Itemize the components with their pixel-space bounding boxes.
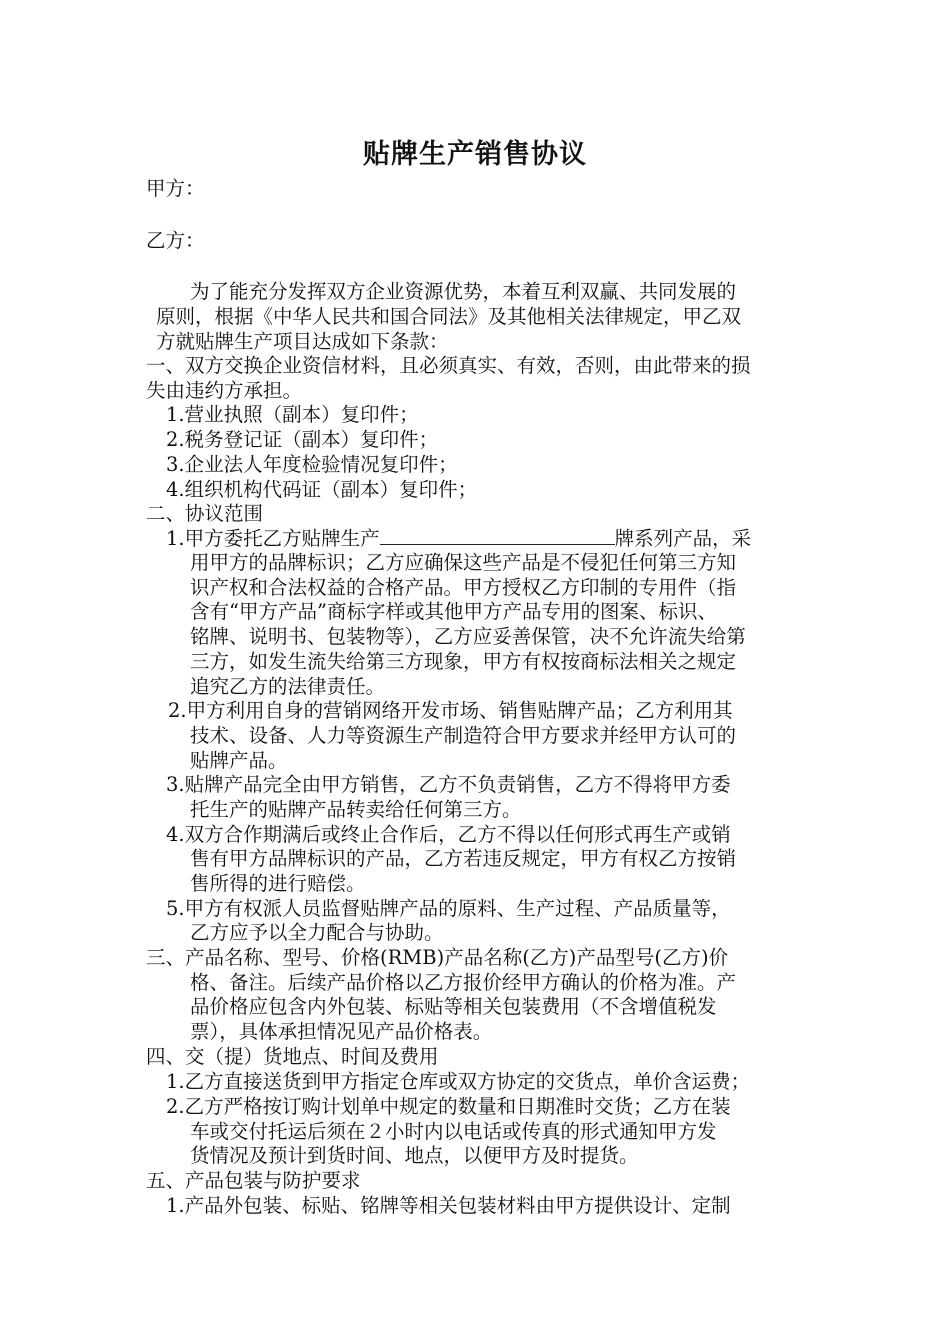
clause-line: 三方，如发生流失给第三方现象，甲方有权按商标法相关之规定 xyxy=(190,650,737,673)
clause-line: 乙方应予以全力配合与协助。 xyxy=(190,921,444,944)
section-5-heading: 五、产品包装与防护要求 xyxy=(146,1169,361,1192)
intro-line: 为了能充分发挥双方企业资源优势，本着互利双赢、共同发展的 xyxy=(190,280,737,303)
clause-2-1 xyxy=(166,525,751,551)
clause-5-1: 1.产品外包装、标贴、铭牌等相关包装材料由甲方提供设计、定制 xyxy=(166,1194,731,1217)
section-2-heading: 二、协议范围 xyxy=(146,502,264,525)
clause-line: 识产权和合法权益的合格产品。甲方授权乙方印制的专用件（指 xyxy=(190,576,737,599)
clause-text: 牌系列产品，采 xyxy=(614,527,752,550)
list-item: 4.组织机构代码证（副本）复印件； xyxy=(166,478,478,501)
clause-line: 售所得的进行赔偿。 xyxy=(190,872,366,895)
section-4-heading: 四、交（提）货地点、时间及费用 xyxy=(146,1045,439,1068)
brand-blank-field xyxy=(380,525,615,545)
clause-line: 贴牌产品。 xyxy=(190,749,288,772)
list-item: 2.税务登记证（副本）复印件； xyxy=(166,428,439,451)
clause-2-2: 2.甲方利用自身的营销网络开发市场、销售贴牌产品；乙方利用其 xyxy=(168,699,733,722)
clause-line: 货情况及预计到货时间、地点，以便甲方及时提货。 xyxy=(190,1144,639,1167)
intro-line: 原则，根据《中华人民共和国合同法》及其他相关法律规定，甲乙双 xyxy=(156,305,742,328)
party-b-label: 乙方： xyxy=(146,229,205,252)
clause-line: 票），具体承担情况见产品价格表。 xyxy=(190,1020,493,1043)
party-a-label: 甲方： xyxy=(146,177,205,200)
section-1-heading: 失由违约方承担。 xyxy=(146,379,303,402)
list-item: 1.营业执照（副本）复印件； xyxy=(166,403,419,426)
clause-line: 铭牌、说明书、包装物等），乙方应妥善保管，决不允许流失给第 xyxy=(190,625,746,648)
clause-line: 追究乙方的法律责任。 xyxy=(190,675,386,698)
clause-2-4: 4.双方合作期满后或终止合作后，乙方不得以任何形式再生产或销 xyxy=(166,823,731,846)
clause-line: 格、备注。后续产品价格以乙方报价经甲方确认的价格为准。产 xyxy=(190,971,737,994)
document-title: 贴牌生产销售协议 xyxy=(363,139,587,170)
section-3-heading: 三、产品名称、型号、价格(RMB)产品名称(乙方)产品型号(乙方)价 xyxy=(146,946,729,969)
clause-2-3: 3.贴牌产品完全由甲方销售，乙方不负责销售，乙方不得将甲方委 xyxy=(166,773,731,796)
clause-4-2: 2.乙方严格按订购计划单中规定的数量和日期准时交货；乙方在装 xyxy=(166,1095,731,1118)
clause-line: 技术、设备、人力等资源生产制造符合甲方要求并经甲方认可的 xyxy=(190,724,737,747)
clause-line: 托生产的贴牌产品转卖给任何第三方。 xyxy=(190,798,522,821)
clause-line: 用甲方的品牌标识；乙方应确保这些产品是不侵犯任何第三方知 xyxy=(190,551,737,574)
clause-line: 车或交付托运后须在２小时内以电话或传真的形式通知甲方发 xyxy=(190,1120,717,1143)
section-1-heading: 一、双方交换企业资信材料，且必须真实、有效，否则，由此带来的损 xyxy=(146,354,751,377)
clause-line: 品价格应包含内外包装、标贴等相关包装费用（不含增值税发 xyxy=(190,995,717,1018)
clause-text: 1.甲方委托乙方贴牌生产 xyxy=(166,527,380,550)
clause-line: 含有“甲方产品”商标字样或其他甲方产品专用的图案、标识、 xyxy=(190,600,717,623)
intro-line: 方就贴牌生产项目达成如下条款： xyxy=(156,330,449,353)
clause-line: 售有甲方品牌标识的产品，乙方若违反规定，甲方有权乙方按销 xyxy=(190,847,737,870)
clause-2-5: 5.甲方有权派人员监督贴牌产品的原料、生产过程、产品质量等， xyxy=(166,897,731,920)
list-item: 3.企业法人年度检验情况复印件； xyxy=(166,453,458,476)
clause-4-1: 1.乙方直接送货到甲方指定仓库或双方协定的交货点，单价含运费； xyxy=(166,1070,751,1093)
